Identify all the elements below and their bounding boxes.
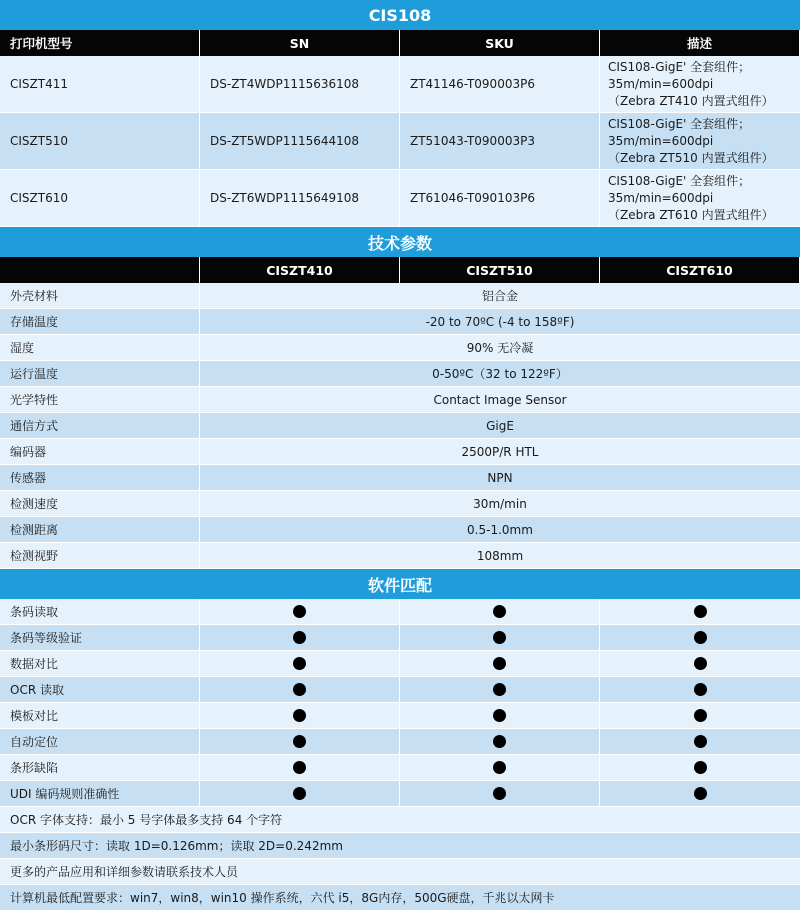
filled-dot-icon xyxy=(493,631,506,644)
spec-row xyxy=(0,491,800,517)
spec-value: GigE xyxy=(486,418,514,433)
spec-row xyxy=(0,439,800,465)
product-sn: DS-ZT5WDP1115644108 xyxy=(200,113,400,169)
filled-dot-icon xyxy=(293,709,306,722)
spec-value: NPN xyxy=(487,470,513,485)
spec-row xyxy=(0,309,800,335)
software-label: 模板对比 xyxy=(0,703,200,728)
spec-row xyxy=(0,413,800,439)
support-mark-zt510 xyxy=(400,755,600,780)
support-mark-zt410 xyxy=(200,677,400,702)
header-col-zt610: CISZT610 xyxy=(600,257,800,283)
product-desc: CIS108-GigE' 全套组件； 35m/min=600dpi （Zebra ZT510 内置式组件） xyxy=(600,113,800,169)
header-desc: 描述 xyxy=(600,30,800,56)
filled-dot-icon xyxy=(293,683,306,696)
product-table-header xyxy=(0,30,800,56)
note-ocr-font: OCR 字体支持：最小 5 号字体最多支持 64 个字符 xyxy=(0,807,800,833)
filled-dot-icon xyxy=(293,787,306,800)
support-mark-zt610 xyxy=(600,625,800,650)
software-label: UDI 编码规则准确性 xyxy=(0,781,200,806)
spec-value: -20 to 70ºC (-4 to 158ºF) xyxy=(425,314,575,329)
spec-value: 2500P/R HTL xyxy=(461,444,539,459)
filled-dot-icon xyxy=(694,657,707,670)
product-row xyxy=(0,170,800,227)
support-mark-zt410 xyxy=(200,599,400,624)
product-row xyxy=(0,113,800,170)
support-mark-zt510 xyxy=(400,781,600,806)
software-row xyxy=(0,729,800,755)
support-mark-zt510 xyxy=(400,729,600,754)
filled-dot-icon xyxy=(694,605,707,618)
support-mark-zt510 xyxy=(400,677,600,702)
filled-dot-icon xyxy=(493,709,506,722)
filled-dot-icon xyxy=(694,761,707,774)
support-mark-zt610 xyxy=(600,781,800,806)
software-row xyxy=(0,703,800,729)
section-title-software: 软件匹配 xyxy=(0,569,800,599)
spec-label: 传感器 xyxy=(0,465,200,490)
note-min-barcode: 最小条形码尺寸：读取 1D=0.126mm；读取 2D=0.242mm xyxy=(0,833,800,859)
spec-row xyxy=(0,387,800,413)
filled-dot-icon xyxy=(293,761,306,774)
product-row xyxy=(0,56,800,113)
spec-value: 铝合金 xyxy=(481,289,518,303)
product-sn: DS-ZT4WDP1115636108 xyxy=(200,56,400,112)
product-desc: CIS108-GigE' 全套组件； 35m/min=600dpi （Zebra ZT610 内置式组件） xyxy=(600,170,800,226)
software-row xyxy=(0,677,800,703)
spec-row xyxy=(0,335,800,361)
filled-dot-icon xyxy=(694,683,707,696)
support-mark-zt410 xyxy=(200,703,400,728)
spec-value: Contact Image Sensor xyxy=(433,392,567,407)
header-sku: SKU xyxy=(400,30,600,56)
product-sku: ZT41146-T090003P6 xyxy=(400,56,600,112)
filled-dot-icon xyxy=(493,735,506,748)
software-row xyxy=(0,755,800,781)
spec-label: 运行温度 xyxy=(0,361,200,386)
filled-dot-icon xyxy=(694,787,707,800)
support-mark-zt510 xyxy=(400,703,600,728)
support-mark-zt510 xyxy=(400,599,600,624)
software-label: 条形缺陷 xyxy=(0,755,200,780)
filled-dot-icon xyxy=(293,631,306,644)
software-label: 数据对比 xyxy=(0,651,200,676)
support-mark-zt510 xyxy=(400,625,600,650)
spec-label: 通信方式 xyxy=(0,413,200,438)
product-model: CISZT610 xyxy=(0,170,200,226)
spec-label: 检测距离 xyxy=(0,517,200,542)
product-sku: ZT51043-T090003P3 xyxy=(400,113,600,169)
product-sku: ZT61046-T090103P6 xyxy=(400,170,600,226)
filled-dot-icon xyxy=(694,631,707,644)
note-contact: 更多的产品应用和详细参数请联系技术人员 xyxy=(0,859,800,885)
support-mark-zt610 xyxy=(600,703,800,728)
support-mark-zt610 xyxy=(600,651,800,676)
spec-row xyxy=(0,361,800,387)
product-model: CISZT510 xyxy=(0,113,200,169)
filled-dot-icon xyxy=(694,709,707,722)
spec-row xyxy=(0,517,800,543)
header-model: 打印机型号 xyxy=(0,30,200,56)
support-mark-zt410 xyxy=(200,755,400,780)
software-row xyxy=(0,599,800,625)
software-row xyxy=(0,781,800,807)
filled-dot-icon xyxy=(493,657,506,670)
note-pc-requirements: 计算机最低配置要求：win7，win8，win10 操作系统，六代 i5，8G内存，500G硬盘，千兆以太网卡 xyxy=(0,885,800,911)
spec-value: 0-50ºC（32 to 122ºF） xyxy=(432,367,568,381)
section-title-specs: 技术参数 xyxy=(0,227,800,257)
page-title: CIS108 xyxy=(0,0,800,30)
support-mark-zt410 xyxy=(200,729,400,754)
software-label: 自动定位 xyxy=(0,729,200,754)
product-sn: DS-ZT6WDP1115649108 xyxy=(200,170,400,226)
spec-label: 检测速度 xyxy=(0,491,200,516)
specs-table-header xyxy=(0,257,800,283)
support-mark-zt410 xyxy=(200,781,400,806)
support-mark-zt610 xyxy=(600,599,800,624)
filled-dot-icon xyxy=(493,761,506,774)
product-model: CISZT411 xyxy=(0,56,200,112)
support-mark-zt410 xyxy=(200,625,400,650)
header-blank xyxy=(0,257,200,283)
product-desc: CIS108-GigE' 全套组件； 35m/min=600dpi （Zebra ZT410 内置式组件） xyxy=(600,56,800,112)
header-col-zt510: CISZT510 xyxy=(400,257,600,283)
spec-label: 编码器 xyxy=(0,439,200,464)
software-row xyxy=(0,651,800,677)
spec-row xyxy=(0,283,800,309)
software-label: OCR 读取 xyxy=(0,677,200,702)
spec-row xyxy=(0,543,800,569)
filled-dot-icon xyxy=(493,787,506,800)
spec-label: 光学特性 xyxy=(0,387,200,412)
support-mark-zt610 xyxy=(600,677,800,702)
spec-row xyxy=(0,465,800,491)
spec-value: 30m/min xyxy=(473,496,527,511)
spec-label: 存储温度 xyxy=(0,309,200,334)
spec-value: 90% 无冷凝 xyxy=(466,341,534,355)
header-col-zt410: CISZT410 xyxy=(200,257,400,283)
filled-dot-icon xyxy=(493,683,506,696)
support-mark-zt610 xyxy=(600,729,800,754)
filled-dot-icon xyxy=(293,735,306,748)
spec-label: 检测视野 xyxy=(0,543,200,568)
spec-value: 0.5-1.0mm xyxy=(467,522,533,537)
software-label: 条码等级验证 xyxy=(0,625,200,650)
support-mark-zt510 xyxy=(400,651,600,676)
software-row xyxy=(0,625,800,651)
filled-dot-icon xyxy=(293,605,306,618)
header-sn: SN xyxy=(200,30,400,56)
filled-dot-icon xyxy=(493,605,506,618)
support-mark-zt610 xyxy=(600,755,800,780)
filled-dot-icon xyxy=(293,657,306,670)
spec-label: 外壳材料 xyxy=(0,283,200,308)
support-mark-zt410 xyxy=(200,651,400,676)
spec-value: 108mm xyxy=(476,548,524,563)
filled-dot-icon xyxy=(694,735,707,748)
spec-label: 湿度 xyxy=(0,335,200,360)
software-label: 条码读取 xyxy=(0,599,200,624)
